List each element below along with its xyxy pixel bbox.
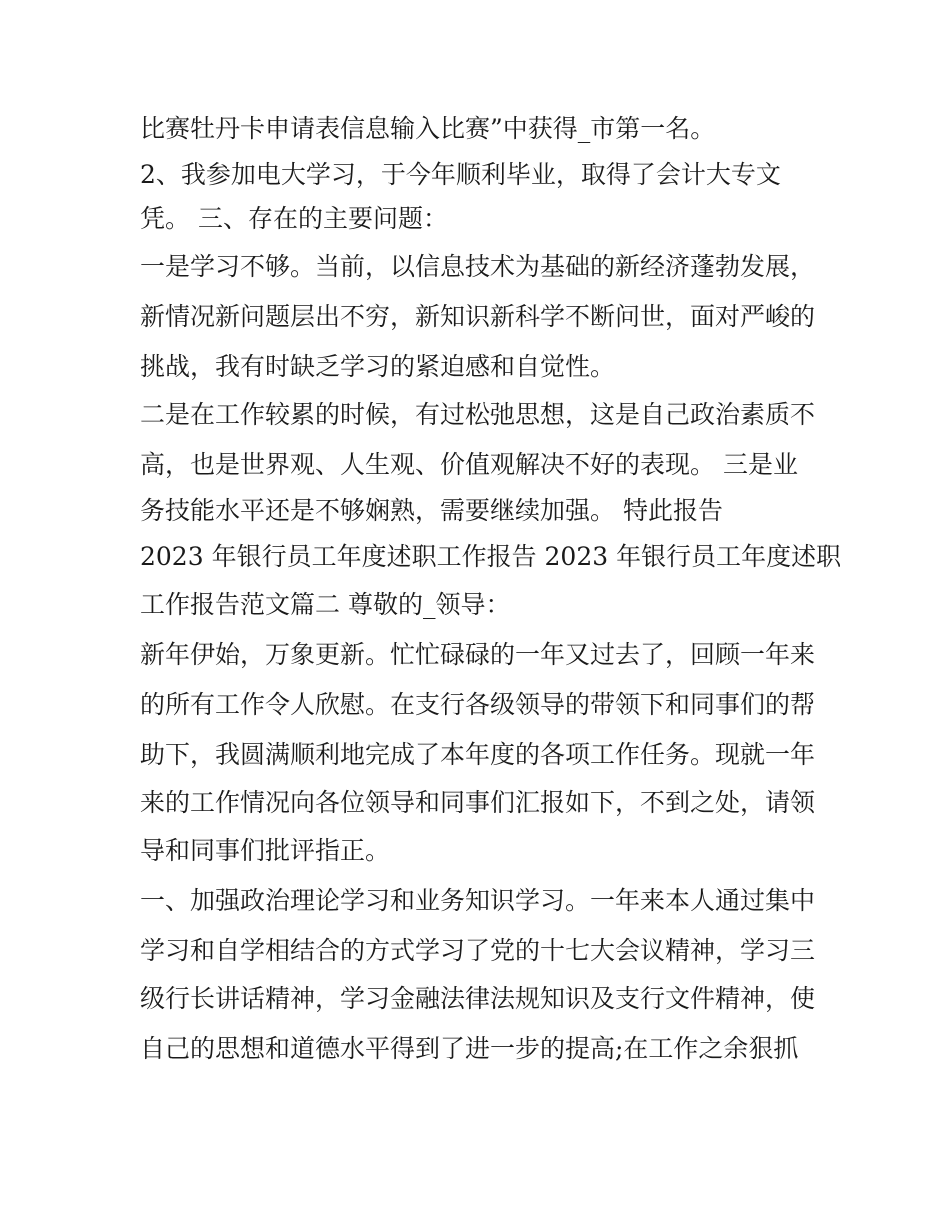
text-line: 高，也是世界观、人生观、价值观解决不好的表现。 三是业 (140, 450, 798, 479)
text-line: 自己的思想和道德水平得到了进一步的提高;在工作之余狠抓 (140, 1034, 799, 1063)
text-line: 新年伊始，万象更新。忙忙碌碌的一年又过去了，回顾一年来 (140, 640, 816, 669)
text-line: 一、加强政治理论学习和业务知识学习。一年来本人通过集中 (140, 886, 816, 915)
text-line: 挑战，我有时缺乏学习的紧迫感和自觉性。 (140, 352, 616, 381)
text-line: 学习和自学相结合的方式学习了党的十七大会议精神，学习三 (140, 936, 816, 965)
text-line: 务技能水平还是不够娴熟，需要继续加强。 特此报告 (140, 496, 723, 525)
text-line: 的所有工作令人欣慰。在支行各级领导的带领下和同事们的帮 (140, 690, 816, 719)
text-line: 比赛牡丹卡申请表信息输入比赛”中获得_市第一名。 (140, 114, 716, 143)
text-line: 助下，我圆满顺利地完成了本年度的各项工作任务。现就一年 (140, 740, 816, 769)
text-line: 工作报告范文篇二 尊敬的_领导： (140, 590, 511, 619)
text-line: 二是在工作较累的时候，有过松弛思想，这是自己政治素质不 (140, 400, 816, 429)
text-line: 新情况新问题层出不穷，新知识新科学不断问世，面对严峻的 (140, 302, 816, 331)
text-line: 一是学习不够。当前，以信息技术为基础的新经济蓬勃发展， (140, 252, 816, 281)
text-line: 导和同事们批评指正。 (140, 836, 391, 865)
text-line: 凭。 三、存在的主要问题： (140, 204, 448, 233)
text-line: 来的工作情况向各位领导和同事们汇报如下，不到之处，请领 (140, 788, 816, 817)
text-line: 2023 年银行员工年度述职工作报告 2023 年银行员工年度述职 (140, 542, 842, 571)
text-line: 级行长讲话精神，学习金融法律法规知识及支行文件精神，使 (140, 984, 816, 1013)
text-line: 2、我参加电大学习，于今年顺利毕业，取得了会计大专文 (140, 160, 781, 189)
